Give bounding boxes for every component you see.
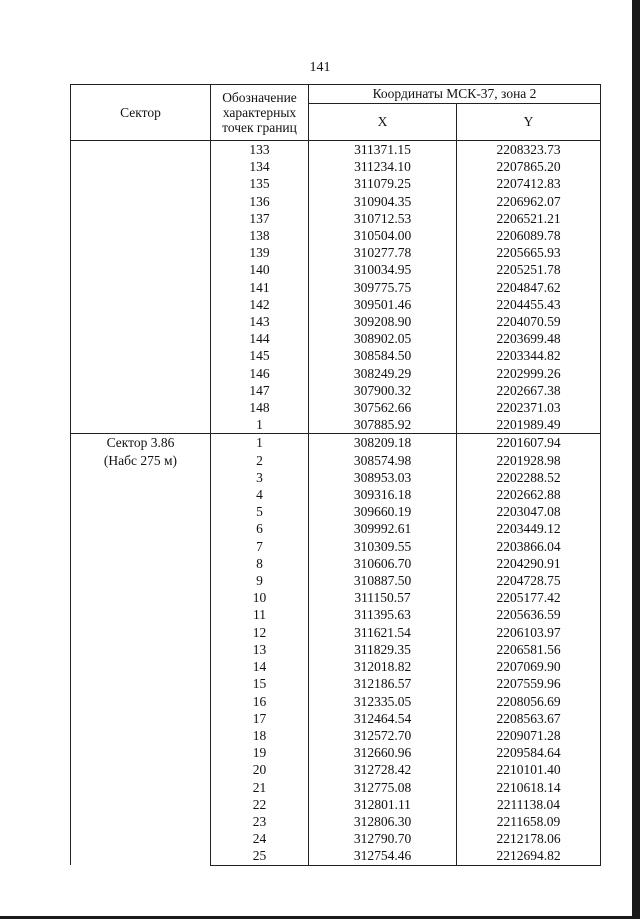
header-x: X bbox=[309, 104, 457, 141]
point-id: 20 bbox=[211, 761, 309, 778]
header-coordinates: Координаты МСК-37, зона 2 bbox=[309, 85, 601, 104]
coord-x: 307900.32 bbox=[309, 382, 457, 399]
coord-y: 2203449.12 bbox=[457, 520, 601, 537]
coord-x: 310034.95 bbox=[309, 261, 457, 278]
coord-x: 309316.18 bbox=[309, 486, 457, 503]
coord-y: 2201607.94 bbox=[457, 434, 601, 452]
coord-y: 2208563.67 bbox=[457, 710, 601, 727]
coord-x: 312754.46 bbox=[309, 847, 457, 865]
coord-y: 2208323.73 bbox=[457, 141, 601, 159]
point-id: 135 bbox=[211, 175, 309, 192]
coord-x: 312464.54 bbox=[309, 710, 457, 727]
coord-x: 310309.55 bbox=[309, 538, 457, 555]
coord-y: 2206521.21 bbox=[457, 210, 601, 227]
point-id: 134 bbox=[211, 158, 309, 175]
coord-y: 2201928.98 bbox=[457, 452, 601, 469]
coord-y: 2202371.03 bbox=[457, 399, 601, 416]
coord-x: 311395.63 bbox=[309, 606, 457, 623]
point-id: 14 bbox=[211, 658, 309, 675]
sector-name: Сектор 3.86 bbox=[106, 435, 175, 451]
point-id: 21 bbox=[211, 779, 309, 796]
coord-y: 2205665.93 bbox=[457, 244, 601, 261]
point-id: 15 bbox=[211, 675, 309, 692]
coord-y: 2203047.08 bbox=[457, 503, 601, 520]
coord-y: 2201989.49 bbox=[457, 416, 601, 434]
point-id: 144 bbox=[211, 330, 309, 347]
point-id: 18 bbox=[211, 727, 309, 744]
point-id: 24 bbox=[211, 830, 309, 847]
point-id: 4 bbox=[211, 486, 309, 503]
coord-x: 311621.54 bbox=[309, 624, 457, 641]
coord-x: 307885.92 bbox=[309, 416, 457, 434]
page-number: 141 bbox=[309, 60, 331, 75]
header-y: Y bbox=[457, 104, 601, 141]
coord-x: 308953.03 bbox=[309, 469, 457, 486]
coord-x: 310887.50 bbox=[309, 572, 457, 589]
point-id: 11 bbox=[211, 606, 309, 623]
coord-x: 310277.78 bbox=[309, 244, 457, 261]
coord-y: 2202667.38 bbox=[457, 382, 601, 399]
point-id: 139 bbox=[211, 244, 309, 261]
coord-x: 311371.15 bbox=[309, 141, 457, 159]
point-id: 19 bbox=[211, 744, 309, 761]
coord-x: 312801.11 bbox=[309, 796, 457, 813]
coord-x: 308249.29 bbox=[309, 365, 457, 382]
coord-y: 2207412.83 bbox=[457, 175, 601, 192]
point-id: 146 bbox=[211, 365, 309, 382]
point-id: 6 bbox=[211, 520, 309, 537]
table-row bbox=[71, 434, 601, 452]
point-id: 147 bbox=[211, 382, 309, 399]
coord-x: 312572.70 bbox=[309, 727, 457, 744]
coord-y: 2203866.04 bbox=[457, 538, 601, 555]
page-edge-right bbox=[632, 0, 640, 919]
header-sector: Сектор bbox=[71, 85, 211, 141]
point-id: 10 bbox=[211, 589, 309, 606]
coord-x: 308584.50 bbox=[309, 347, 457, 364]
coord-x: 310712.53 bbox=[309, 210, 457, 227]
coord-x: 312186.57 bbox=[309, 675, 457, 692]
coord-y: 2206089.78 bbox=[457, 227, 601, 244]
point-id: 145 bbox=[211, 347, 309, 364]
coord-x: 309660.19 bbox=[309, 503, 457, 520]
header-points bbox=[211, 85, 309, 141]
point-id: 7 bbox=[211, 538, 309, 555]
coord-x: 308209.18 bbox=[309, 434, 457, 452]
table-header bbox=[71, 85, 601, 141]
coord-x: 309775.75 bbox=[309, 279, 457, 296]
sector-cell bbox=[71, 141, 211, 434]
coord-x: 312728.42 bbox=[309, 761, 457, 778]
coordinates-table bbox=[70, 84, 601, 866]
coord-y: 2203344.82 bbox=[457, 347, 601, 364]
point-id: 3 bbox=[211, 469, 309, 486]
point-id: 17 bbox=[211, 710, 309, 727]
coord-y: 2204070.59 bbox=[457, 313, 601, 330]
coord-y: 2203699.48 bbox=[457, 330, 601, 347]
coord-x: 312806.30 bbox=[309, 813, 457, 830]
coord-x: 311079.25 bbox=[309, 175, 457, 192]
coord-x: 312775.08 bbox=[309, 779, 457, 796]
point-id: 148 bbox=[211, 399, 309, 416]
sector-cell bbox=[71, 434, 211, 865]
coord-y: 2202999.26 bbox=[457, 365, 601, 382]
coord-y: 2209071.28 bbox=[457, 727, 601, 744]
coord-y: 2210618.14 bbox=[457, 779, 601, 796]
coord-y: 2204847.62 bbox=[457, 279, 601, 296]
coord-y: 2206581.56 bbox=[457, 641, 601, 658]
point-id: 22 bbox=[211, 796, 309, 813]
point-id: 8 bbox=[211, 555, 309, 572]
sector-height: (Набс 275 м) bbox=[103, 452, 178, 468]
coord-y: 2204728.75 bbox=[457, 572, 601, 589]
coord-y: 2205251.78 bbox=[457, 261, 601, 278]
point-id: 1 bbox=[211, 416, 309, 434]
coord-y: 2207069.90 bbox=[457, 658, 601, 675]
point-id: 136 bbox=[211, 193, 309, 210]
coord-x: 310504.00 bbox=[309, 227, 457, 244]
point-id: 143 bbox=[211, 313, 309, 330]
point-id: 23 bbox=[211, 813, 309, 830]
header-points-line2: характерных bbox=[222, 105, 297, 120]
point-id: 16 bbox=[211, 693, 309, 710]
coord-x: 312790.70 bbox=[309, 830, 457, 847]
point-id: 13 bbox=[211, 641, 309, 658]
point-id: 141 bbox=[211, 279, 309, 296]
coord-x: 309208.90 bbox=[309, 313, 457, 330]
coord-x: 311234.10 bbox=[309, 158, 457, 175]
coord-y: 2207559.96 bbox=[457, 675, 601, 692]
point-id: 9 bbox=[211, 572, 309, 589]
point-id: 133 bbox=[211, 141, 309, 159]
coord-x: 308574.98 bbox=[309, 452, 457, 469]
coord-x: 308902.05 bbox=[309, 330, 457, 347]
header-points-line3: точек границ bbox=[222, 120, 297, 135]
point-id: 142 bbox=[211, 296, 309, 313]
coord-y: 2205636.59 bbox=[457, 606, 601, 623]
point-id: 12 bbox=[211, 624, 309, 641]
point-id: 140 bbox=[211, 261, 309, 278]
coord-y: 2211138.04 bbox=[457, 796, 601, 813]
coord-y: 2209584.64 bbox=[457, 744, 601, 761]
coord-x: 311150.57 bbox=[309, 589, 457, 606]
coord-y: 2202662.88 bbox=[457, 486, 601, 503]
coord-y: 2204455.43 bbox=[457, 296, 601, 313]
point-id: 5 bbox=[211, 503, 309, 520]
coord-x: 312660.96 bbox=[309, 744, 457, 761]
coord-y: 2211658.09 bbox=[457, 813, 601, 830]
coord-y: 2212694.82 bbox=[457, 847, 601, 865]
coord-x: 307562.66 bbox=[309, 399, 457, 416]
coord-x: 312018.82 bbox=[309, 658, 457, 675]
point-id: 2 bbox=[211, 452, 309, 469]
coord-y: 2205177.42 bbox=[457, 589, 601, 606]
coord-y: 2210101.40 bbox=[457, 761, 601, 778]
coord-y: 2206962.07 bbox=[457, 193, 601, 210]
coord-x: 312335.05 bbox=[309, 693, 457, 710]
coord-x: 309992.61 bbox=[309, 520, 457, 537]
coord-x: 310606.70 bbox=[309, 555, 457, 572]
coord-y: 2206103.97 bbox=[457, 624, 601, 641]
table-body bbox=[71, 141, 601, 866]
coord-x: 309501.46 bbox=[309, 296, 457, 313]
point-id: 1 bbox=[211, 434, 309, 452]
coord-y: 2208056.69 bbox=[457, 693, 601, 710]
header-points-line1: Обозначение bbox=[222, 90, 297, 105]
point-id: 138 bbox=[211, 227, 309, 244]
coord-y: 2212178.06 bbox=[457, 830, 601, 847]
table-row bbox=[71, 141, 601, 159]
point-id: 25 bbox=[211, 847, 309, 865]
coord-y: 2204290.91 bbox=[457, 555, 601, 572]
coord-y: 2202288.52 bbox=[457, 469, 601, 486]
coord-x: 310904.35 bbox=[309, 193, 457, 210]
point-id: 137 bbox=[211, 210, 309, 227]
coord-x: 311829.35 bbox=[309, 641, 457, 658]
coord-y: 2207865.20 bbox=[457, 158, 601, 175]
